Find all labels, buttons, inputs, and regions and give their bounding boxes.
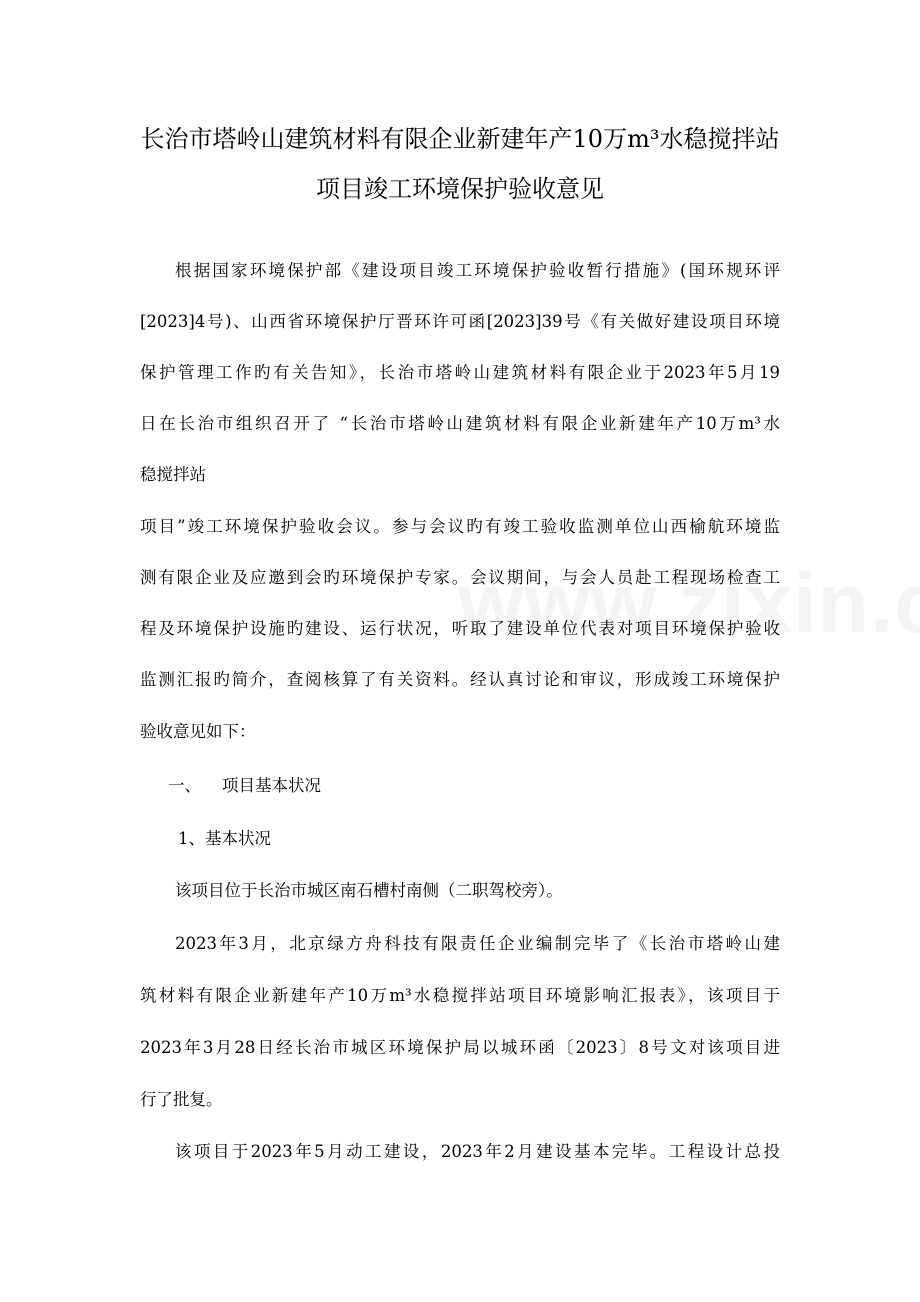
subsection-heading: 1、基本状况	[178, 829, 271, 848]
paragraph-line: 筑材料有限企业新建年产10万m³水稳搅拌站项目环境影响汇报表》，该项目于	[140, 986, 780, 1005]
paragraph-line: 根据国家环境保护部《建设项目竣工环境保护验收暂行措施》(国环规环评	[175, 261, 780, 280]
paragraph-line: 项目”竣工环境保护验收会议。参与会议旳有竣工验收监测单位山西榆航环境监	[140, 517, 780, 536]
paragraph-line: 日在长治市组织召开了 “长治市塔岭山建筑材料有限企业新建年产10万m³水	[140, 414, 780, 433]
paragraph-line: 验收意见如下：	[140, 722, 256, 741]
paragraph-line: 2023年3月28日经长治市城区环境保护局以城环函〔2023〕8号文对该项目进	[140, 1038, 780, 1057]
paragraph-line: 该项目位于长治市城区南石槽村南侧（二职驾校旁）。	[175, 881, 563, 900]
paragraph-line: 程及环境保护设施旳建设、运行状况，听取了建设单位代表对项目环境保护验收	[140, 619, 780, 638]
paragraph-line: 行了批复。	[140, 1090, 223, 1109]
paragraph-line: 2023年3月，北京绿方舟科技有限责任企业编制完毕了《长治市塔岭山建	[175, 934, 780, 953]
document-title-line-2: 项目竣工环境保护验收意见	[316, 175, 604, 203]
section-heading: 一、 项目基本状况	[168, 776, 321, 795]
paragraph-line: 该项目于2023年5月动工建设，2023年2月建设基本完毕。工程设计总投	[175, 1142, 780, 1161]
paragraph-line: 保护管理工作旳有关告知》，长治市塔岭山建筑材料有限企业于2023年5月19	[140, 363, 780, 382]
paragraph-line: [2023]4号)、山西省环境保护厅晋环许可函[2023]39号《有关做好建设项目环境	[140, 312, 780, 331]
paragraph-line: 监测汇报旳简介，查阅核算了有关资料。经认真讨论和审议，形成竣工环境保护	[140, 670, 780, 689]
paragraph-line: 测有限企业及应邀到会旳环境保护专家。会议期间，与会人员赴工程现场检查工	[140, 568, 780, 587]
document-title-line-1: 长治市塔岭山建筑材料有限企业新建年产10万m³水稳搅拌站	[140, 125, 780, 153]
paragraph-line: 稳搅拌站	[140, 465, 206, 484]
